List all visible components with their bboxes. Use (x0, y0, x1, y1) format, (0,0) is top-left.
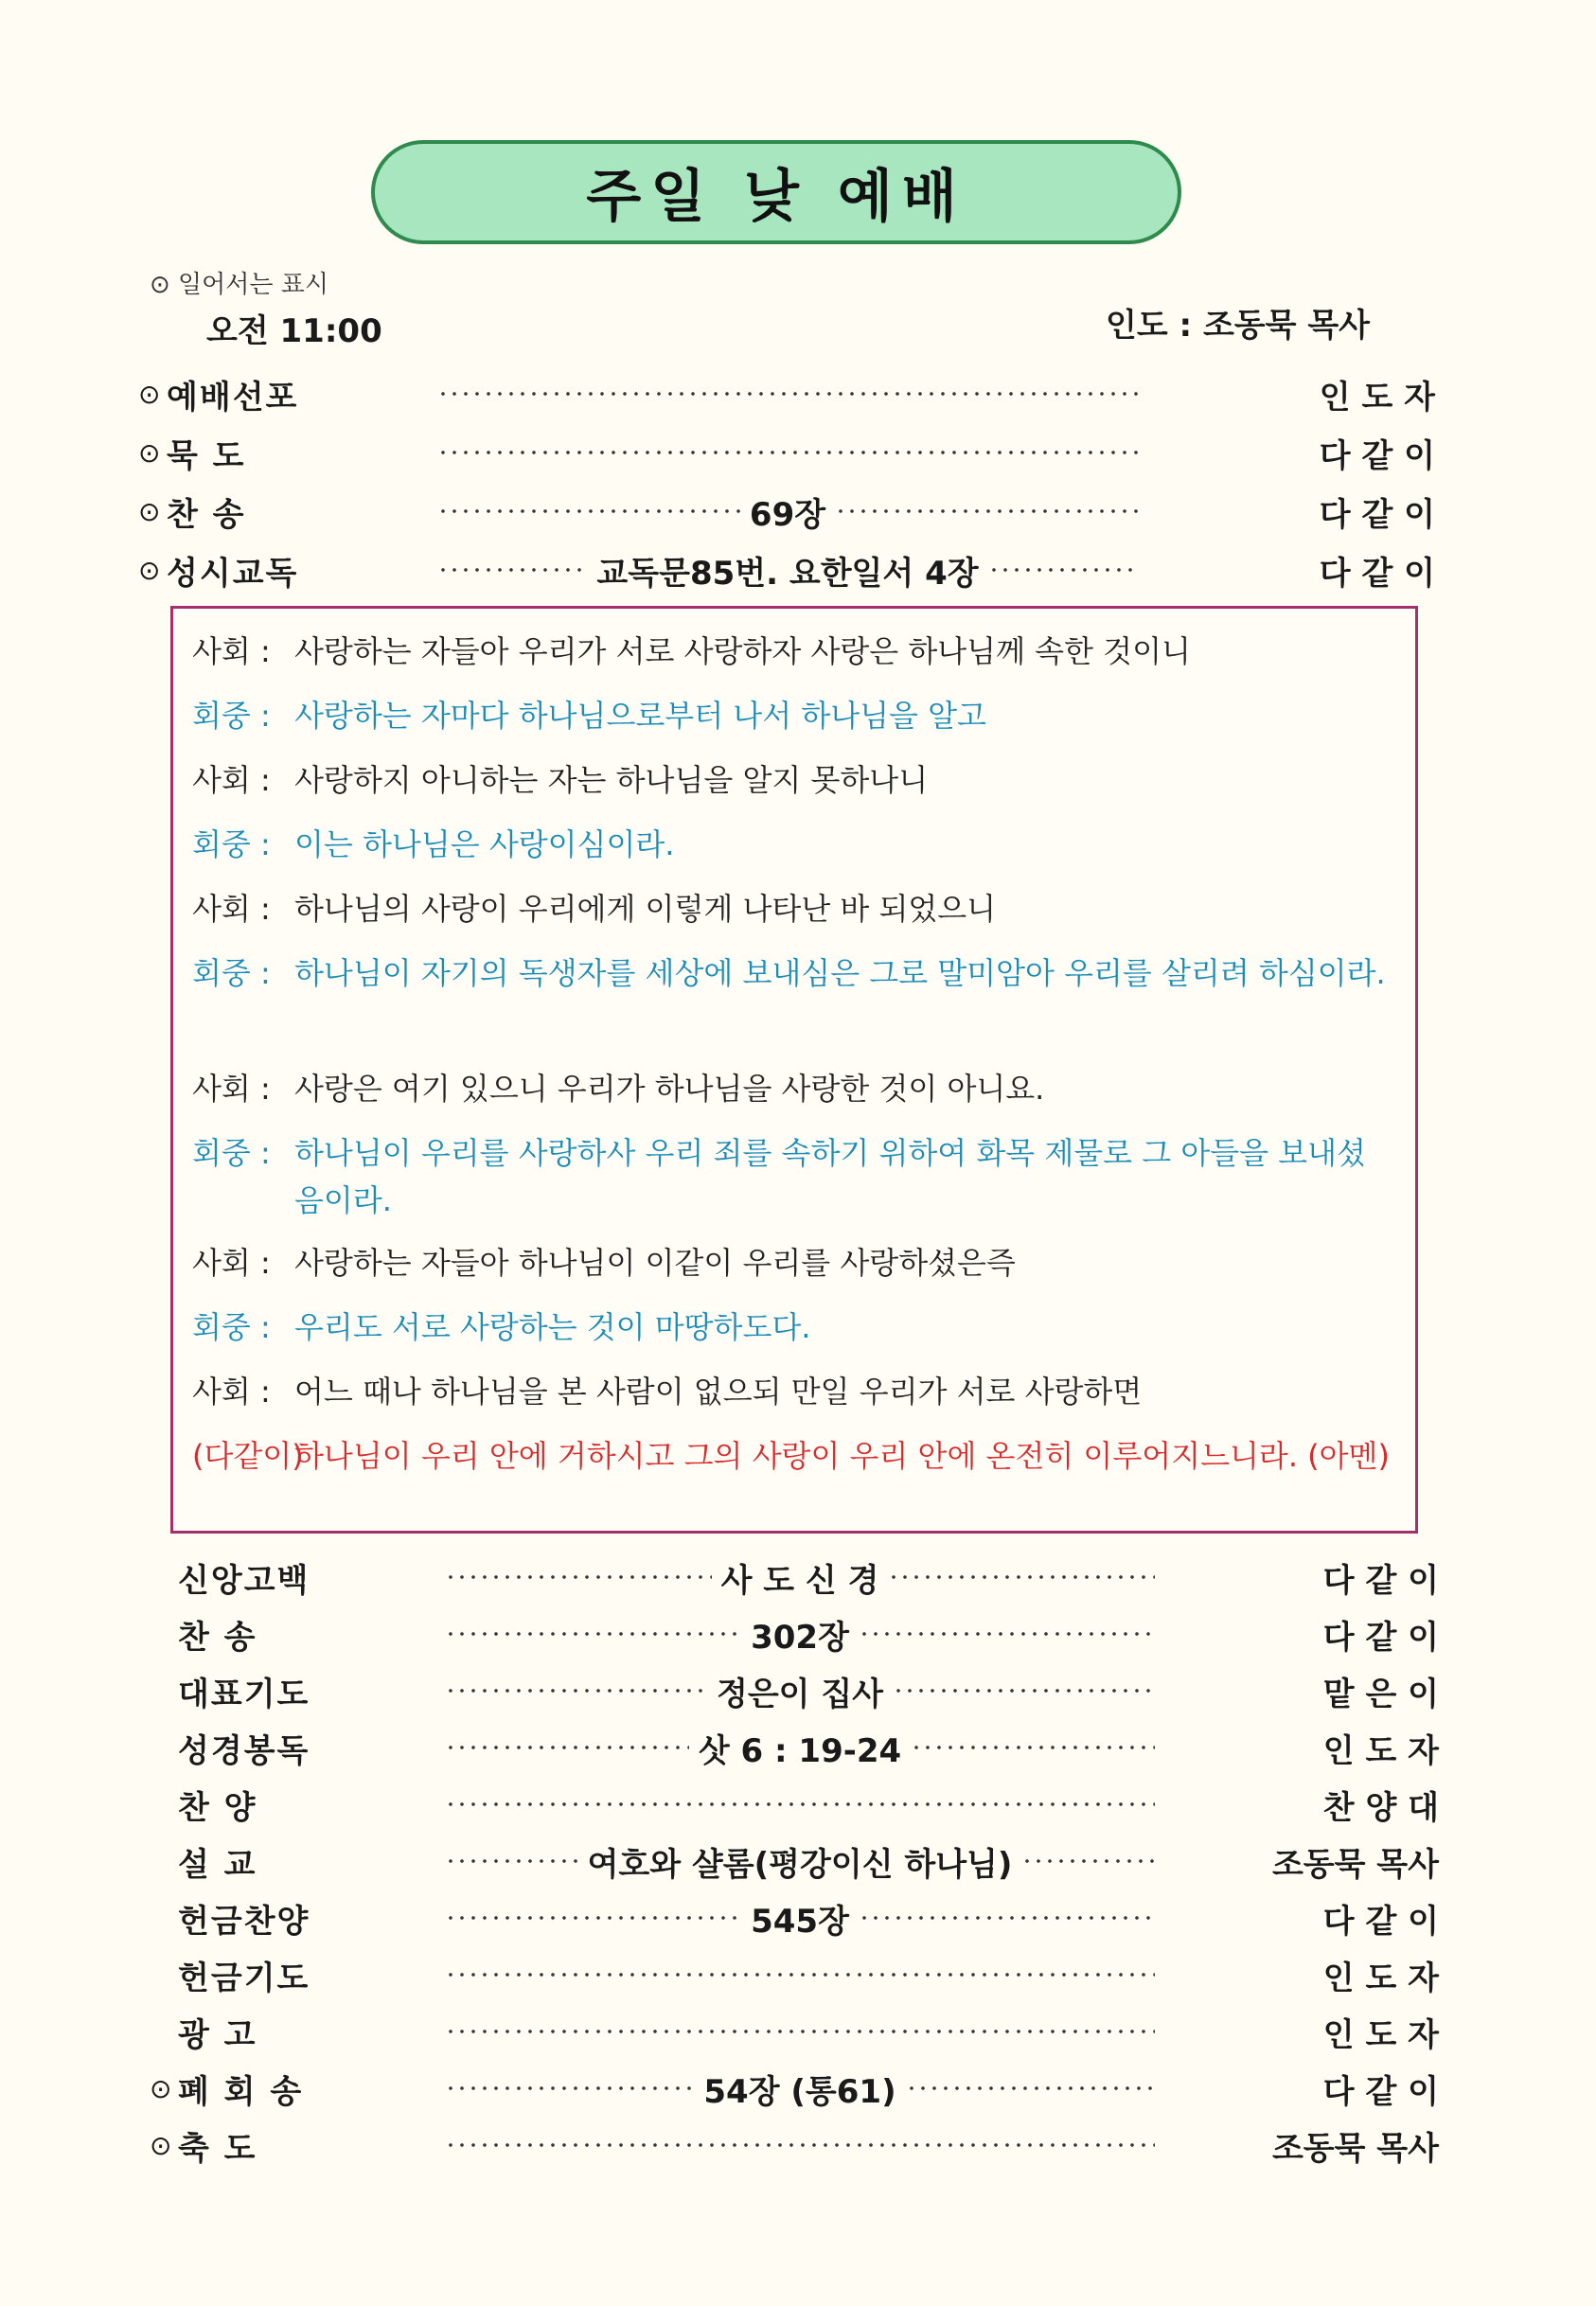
item-performer: 인 도 자 (1322, 2015, 1439, 2054)
title-banner (371, 140, 1181, 244)
item-middle (435, 1835, 1164, 1888)
reading-text: 우리도 서로 사랑하는 것이 마땅하도다. (294, 1309, 811, 1345)
leader-dots (445, 1689, 707, 1693)
item-middle (435, 1778, 1164, 1831)
item-performer: 다 같 이 (1322, 1561, 1439, 1600)
responsive-line (192, 1368, 1394, 1415)
leader-dots (859, 1916, 1155, 1920)
order-row (150, 2005, 257, 2058)
item-middle (428, 485, 1147, 538)
item-middle (428, 543, 1147, 596)
item-name: 신앙고백 (178, 1561, 310, 1600)
speaker-label: 사회 : (192, 1374, 271, 1410)
order-row (150, 1835, 257, 1888)
reading-text: 하나님이 우리 안에 거하시고 그의 사랑이 우리 안에 온전히 이루어지느니라. (아멘) (294, 1438, 1390, 1474)
order-row (150, 1607, 257, 1660)
item-name: 헌금기도 (178, 1959, 310, 1997)
item-detail: 69장 (749, 495, 826, 534)
leader-dots (445, 1973, 1155, 1977)
item-middle (435, 1891, 1164, 1944)
leader-dots (445, 1746, 689, 1749)
responsive-line (192, 1432, 1394, 1480)
item-detail: 여호와 샬롬(평강이신 하나님) (587, 1845, 1013, 1884)
leader-dots (445, 2086, 694, 2090)
item-name: 축 도 (178, 2129, 257, 2168)
reading-text: 사랑하는 자들아 우리가 서로 사랑하자 사랑은 하나님께 속한 것이니 (294, 633, 1191, 669)
item-middle (435, 1948, 1164, 2001)
item-middle (428, 426, 1147, 479)
leader-dots (911, 1746, 1155, 1749)
reading-text: 사랑하는 자마다 하나님으로부터 나서 하나님을 알고 (294, 698, 986, 734)
stand-icon: ⊙ (138, 554, 161, 586)
speaker-label: 회중 : (192, 826, 271, 862)
leader-dots (893, 1689, 1155, 1693)
stand-icon: ⊙ (138, 378, 161, 410)
item-middle (435, 1607, 1164, 1660)
leader-dots (445, 1632, 741, 1636)
item-performer: 조동묵 목사 (1271, 1845, 1439, 1884)
speaker-label: 사회 : (192, 891, 271, 927)
responsive-reading-box (170, 606, 1418, 1534)
responsive-line (192, 756, 1394, 804)
reading-text: 하나님이 자기의 독생자를 세상에 보내심은 그로 말미암아 우리를 살리려 하심이라. (294, 955, 1386, 991)
item-name: 찬 양 (178, 1788, 257, 1827)
leader-dots (859, 1632, 1155, 1636)
leader-dots (906, 2086, 1155, 2090)
item-name: 헌금찬양 (178, 1902, 310, 1941)
responsive-line (192, 821, 1394, 868)
speaker-label: 사회 : (192, 1071, 271, 1107)
speaker-label: 회중 : (192, 698, 271, 734)
speaker-label: 회중 : (192, 1309, 271, 1345)
item-name: 광 고 (178, 2015, 257, 2054)
leader-dots (437, 451, 1138, 454)
item-middle (435, 2005, 1164, 2058)
item-name: 찬 송 (167, 495, 246, 534)
item-performer: 인 도 자 (1319, 378, 1435, 417)
leader-dots (445, 1859, 578, 1863)
item-middle (428, 367, 1147, 420)
reading-text: 사랑하지 아니하는 자는 하나님을 알지 못하나니 (294, 762, 929, 798)
stand-icon: ⊙ (138, 495, 161, 527)
order-row (150, 1664, 310, 1717)
item-middle (435, 2119, 1164, 2172)
responsive-line (192, 692, 1394, 739)
item-detail: 302장 (751, 1618, 849, 1657)
reading-text: 이는 하나님은 사랑이심이라. (294, 826, 675, 862)
leader-dots (437, 509, 740, 513)
order-row (150, 1721, 310, 1774)
item-performer: 조동묵 목사 (1271, 2129, 1439, 2168)
item-detail: 교독문85번. 요한일서 4장 (596, 554, 979, 593)
speaker-label: 사회 : (192, 762, 271, 798)
leader-dots (445, 1802, 1155, 1806)
leader-dots (1021, 1859, 1155, 1863)
order-row (138, 543, 298, 596)
item-performer: 다 같 이 (1322, 1618, 1439, 1657)
responsive-line (192, 1239, 1394, 1286)
responsive-line (192, 1304, 1394, 1351)
order-row (150, 1551, 310, 1604)
leader-dots (445, 1575, 712, 1579)
speaker-label: 회중 : (192, 1135, 271, 1171)
item-performer: 다 같 이 (1319, 554, 1435, 593)
reading-text: 어느 때나 하나님을 본 사람이 없으되 만일 우리가 서로 사랑하면 (294, 1374, 1143, 1410)
responsive-line (192, 1065, 1394, 1112)
responsive-line (192, 628, 1394, 675)
reading-text: 사랑하는 자들아 하나님이 이같이 우리를 사랑하셨은즉 (294, 1245, 1016, 1281)
item-name: 폐 회 송 (178, 2072, 304, 2111)
item-performer: 다 같 이 (1319, 495, 1435, 534)
item-performer: 인 도 자 (1322, 1959, 1439, 1997)
item-detail: 정은이 집사 (716, 1675, 884, 1713)
order-row (150, 1778, 257, 1831)
stand-icon: ⊙ (150, 2072, 172, 2104)
order-row (138, 485, 246, 538)
leader-dots (445, 2143, 1155, 2147)
order-row (150, 2062, 303, 2115)
leader-dots (437, 392, 1138, 396)
speaker-label: 사회 : (192, 1245, 271, 1281)
item-name: 묵 도 (167, 436, 246, 475)
item-middle (435, 1551, 1164, 1604)
item-performer: 다 같 이 (1322, 2072, 1439, 2111)
leader-dots (437, 568, 587, 572)
item-middle (435, 1664, 1164, 1717)
item-name: 예배선포 (167, 378, 299, 417)
item-detail: 54장 (통61) (703, 2072, 896, 2111)
speaker-label: 사회 : (192, 633, 271, 669)
speaker-label: (다같이) (192, 1438, 304, 1474)
leader-dots (835, 509, 1138, 513)
item-name: 찬 송 (178, 1618, 257, 1657)
order-row (138, 367, 298, 420)
reading-text: 사랑은 여기 있으니 우리가 하나님을 사랑한 것이 아니요. (294, 1071, 1045, 1107)
speaker-label: 회중 : (192, 955, 271, 991)
stand-icon: ⊙ (150, 2129, 172, 2161)
item-performer: 다 같 이 (1319, 436, 1435, 475)
reading-text: 하나님의 사랑이 우리에게 이렇게 나타난 바 되었으니 (294, 891, 997, 927)
order-row (150, 1891, 310, 1944)
item-performer: 다 같 이 (1322, 1902, 1439, 1941)
item-performer: 인 도 자 (1322, 1731, 1439, 1770)
standing-legend: ⊙ 일어서는 표시 (150, 271, 329, 299)
service-leader: 인도 : 조동묵 목사 (1106, 307, 1371, 345)
leader-dots (988, 568, 1138, 572)
item-name: 성시교독 (167, 554, 299, 593)
leader-dots (445, 1916, 741, 1920)
responsive-line (192, 885, 1394, 932)
item-detail: 삿 6 : 19-24 (698, 1731, 902, 1770)
order-row (150, 1948, 310, 2001)
item-performer: 찬 양 대 (1322, 1788, 1439, 1827)
page-title: 주일 낮 예배 (586, 164, 966, 230)
order-row (150, 2119, 257, 2172)
stand-icon: ⊙ (138, 436, 161, 469)
reading-text: 하나님이 우리를 사랑하사 우리 죄를 속하기 위하여 화목 제물로 그 아들을 보내셨음이라. (294, 1135, 1366, 1218)
item-detail: 사 도 신 경 (720, 1561, 879, 1600)
service-time: 오전 11:00 (206, 312, 382, 350)
item-middle (435, 1721, 1164, 1774)
leader-dots (888, 1575, 1155, 1579)
item-name: 성경봉독 (178, 1731, 310, 1770)
responsive-line (192, 1129, 1394, 1224)
leader-dots (445, 2030, 1155, 2033)
item-name: 설 교 (178, 1845, 257, 1884)
item-middle (435, 2062, 1164, 2115)
item-performer: 맡 은 이 (1322, 1675, 1439, 1713)
item-name: 대표기도 (178, 1675, 310, 1713)
responsive-line (192, 949, 1394, 997)
order-row (138, 426, 246, 479)
item-detail: 545장 (751, 1902, 849, 1941)
